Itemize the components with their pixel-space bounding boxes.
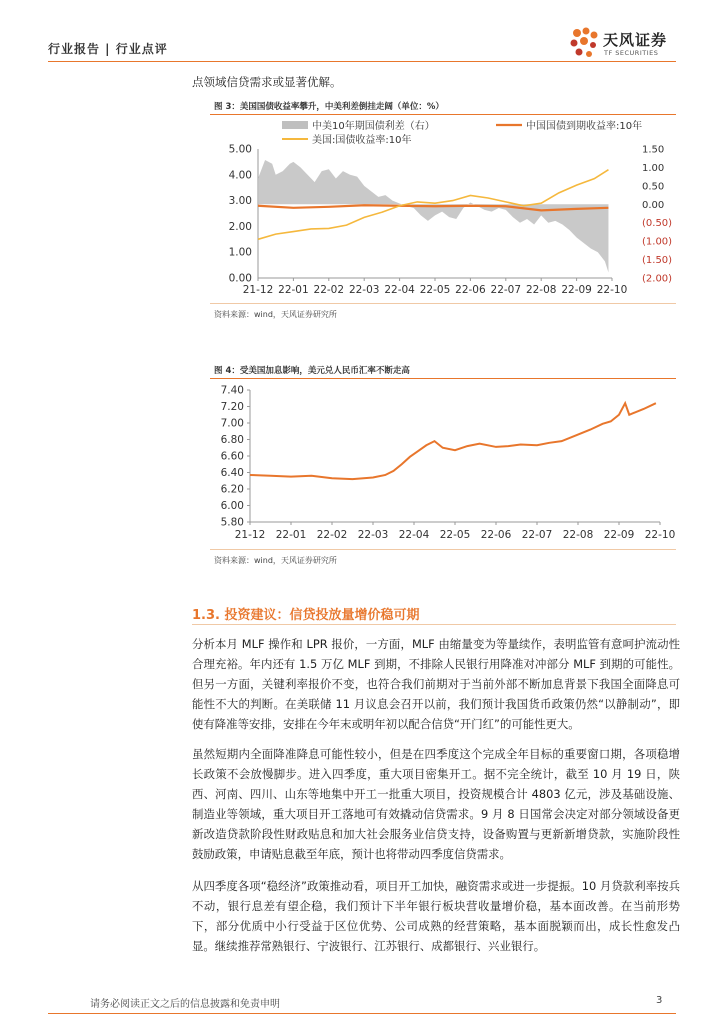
- chart3-y2-tick-label: (0.50): [642, 218, 673, 230]
- chart3-y2-tick-label: 0.50: [642, 181, 665, 193]
- chart3-x-tick-label: 22-07: [490, 284, 522, 296]
- paragraph-3: 从四季度各项“稳经济”政策推动看，项目开工加快，融资需求或进一步提振。10 月贷款利率按兵不动，银行息差有望企稳，我们预计下半年银行板块营收量增价稳，基本面改善。在当前形势下，部分优质中小行受益于区位优势、公司成熟的经营策略，基本面脱颖而出，成长性愈发凸显。继续推荐常熟银行、宁波银行、江苏银行、成都银行、兴业银行。: [192, 879, 680, 953]
- paragraph-1: 分析本月 MLF 操作和 LPR 报价，一方面，MLF 由缩量变为等量续作，表明监管有意呵护流动性合理充裕。年内还有 1.5 万亿 MLF 到期，不排除人民银行用降准对冲部分 MLF 到期的可能性。但另一方面，关键利率报价不变，也符合我们前期对于当前外部不断加息背景下我国全面降息可能性不大的判断。在美联储 11 月议息会召开以前，我们预计我国货币政策仍然“以静制动”，即使有降准等安排，安排在今年末或明年初以配合信贷“开门红”的可能性更大。: [192, 637, 680, 731]
- paragraph-2: 虽然短期内全面降准降息可能性较小，但是在四季度这个完成全年目标的重要窗口期，各项稳增长政策不会放慢脚步。进入四季度，重大项目密集开工。据不完全统计，截至 10 月 19 日，陕西、河南、四川、山东等地集中开工一批重大项目，投资规模合计 4803 亿元，涉及基础设施、制造业等领域，重大项目开工落地可有效撬动信贷需求。9 月 8 日国常会决定对部分领域设备更新改造贷款阶段性财政贴息和加大社会服务业信贷支持，设备购置与更新新增贷款，实施阶段性鼓励政策，申请贴息截至年底，预计也将带动四季度信贷需求。: [192, 747, 680, 861]
- figure3-chart: [200, 116, 676, 302]
- chart3-y-tick-label: 1.00: [228, 246, 252, 259]
- chart3-x-tick-label: 22-09: [561, 284, 592, 296]
- figure4-top-rule: [210, 378, 676, 379]
- chart4-x-tick-label: 22-06: [480, 529, 512, 541]
- chart3-y2-tick-label: (1.50): [642, 255, 673, 267]
- chart3-x-tick-label: 22-04: [384, 284, 415, 296]
- chart4-y-tick-label: 6.20: [220, 483, 244, 496]
- figure4-bottom-rule: [210, 549, 676, 550]
- chart3-y2-tick-label: 1.50: [642, 144, 665, 156]
- chart4-x-tick-label: 22-01: [275, 529, 307, 541]
- intro-text: 点领域信贷需求或显著优解。: [192, 75, 342, 89]
- chart4-x-tick-label: 22-04: [398, 529, 430, 541]
- chart3-y2-tick-label: 0.00: [642, 199, 665, 211]
- header-divider: [48, 61, 676, 62]
- chart3-x-tick-label: 22-01: [278, 284, 309, 296]
- chart3-x-tick-label: 22-02: [313, 284, 345, 296]
- figure3-bottom-rule: [210, 303, 676, 304]
- logo-mark-icon: [566, 27, 602, 61]
- chart3-x-tick-label: 21-12: [242, 284, 274, 296]
- chart4-y-tick-label: 6.60: [220, 450, 244, 463]
- footer-disclaimer: 请务必阅读正文之后的信息披露和免责申明: [90, 999, 280, 1010]
- chart4-x-tick-label: 22-09: [603, 529, 635, 541]
- chart4-y-tick-label: 7.20: [220, 401, 244, 413]
- section-divider: [192, 624, 676, 625]
- chart3-x-tick-label: 22-08: [525, 284, 557, 296]
- chart4-usdcny-line: [250, 403, 656, 479]
- chart4-x-tick-label: 22-08: [562, 529, 594, 541]
- chart3-legend-label-china: 中国国债到期收益率:10年: [526, 121, 643, 132]
- chart4-x-tick-label: 22-05: [439, 529, 471, 541]
- footer-divider: [48, 1013, 676, 1014]
- chart3-y2-tick-label: (2.00): [642, 273, 673, 285]
- figure4-source: 资料来源：wind，天风证券研究所: [214, 556, 337, 565]
- section-title: 1.3. 投资建议：信贷投放量增价稳可期: [192, 608, 420, 623]
- figure3-title: 图 3：美国国债收益率攀升，中美利差倒挂走阔（单位：%）: [214, 102, 444, 112]
- chart3-legend-label-us: 美国:国债收益率:10年: [312, 135, 412, 146]
- chart3-spread-area: [258, 160, 608, 272]
- figure4-title: 图 4：受美国加息影响，美元兑人民币汇率不断走高: [214, 366, 410, 376]
- chart3-y-tick-label: 3.00: [228, 195, 252, 208]
- chart3-x-tick-label: 22-06: [455, 284, 486, 296]
- chart4-x-tick-label: 22-03: [357, 529, 389, 541]
- chart3-x-tick-label: 22-10: [596, 284, 628, 296]
- chart4-y-tick-label: 6.00: [220, 500, 244, 512]
- chart4-x-tick-label: 21-12: [234, 529, 266, 541]
- figure3-top-rule: [210, 114, 676, 115]
- chart3-legend-label-spread: 中美10年期国债利差（右）: [312, 121, 435, 132]
- chart3-y2-tick-label: (1.00): [642, 236, 673, 248]
- page-number: 3: [656, 995, 663, 1006]
- report-category: 行业报告 | 行业点评: [48, 42, 168, 56]
- company-logo: [566, 27, 686, 61]
- chart3-legend-swatch-spread: [282, 121, 308, 129]
- chart3-y-tick-label: 5.00: [228, 143, 252, 156]
- chart4-y-tick-label: 6.40: [220, 467, 244, 479]
- chart3-y-tick-label: 4.00: [228, 169, 252, 182]
- chart3-y-tick-label: 0.00: [228, 272, 252, 285]
- chart3-x-tick-label: 22-05: [419, 284, 451, 296]
- figure3-source: 资料来源：wind，天风证券研究所: [214, 310, 337, 319]
- chart3-y2-tick-label: 1.00: [642, 162, 665, 174]
- page-header: [0, 0, 724, 64]
- figure4-chart: [200, 382, 676, 546]
- chart4-x-tick-label: 22-02: [316, 529, 348, 541]
- chart3-y-tick-label: 2.00: [228, 220, 252, 233]
- chart4-x-tick-label: 22-07: [521, 529, 553, 541]
- chart3-x-tick-label: 22-03: [348, 284, 380, 296]
- logo-chinese-name: 天风证券: [603, 31, 668, 49]
- chart4-y-tick-label: 7.00: [220, 417, 244, 430]
- chart4-y-tick-label: 6.80: [220, 434, 244, 446]
- chart4-x-tick-label: 22-10: [644, 529, 676, 541]
- logo-english-name: TF SECURITIES: [604, 49, 659, 57]
- chart4-y-tick-label: 5.80: [220, 516, 244, 529]
- chart4-y-tick-label: 7.40: [220, 384, 244, 397]
